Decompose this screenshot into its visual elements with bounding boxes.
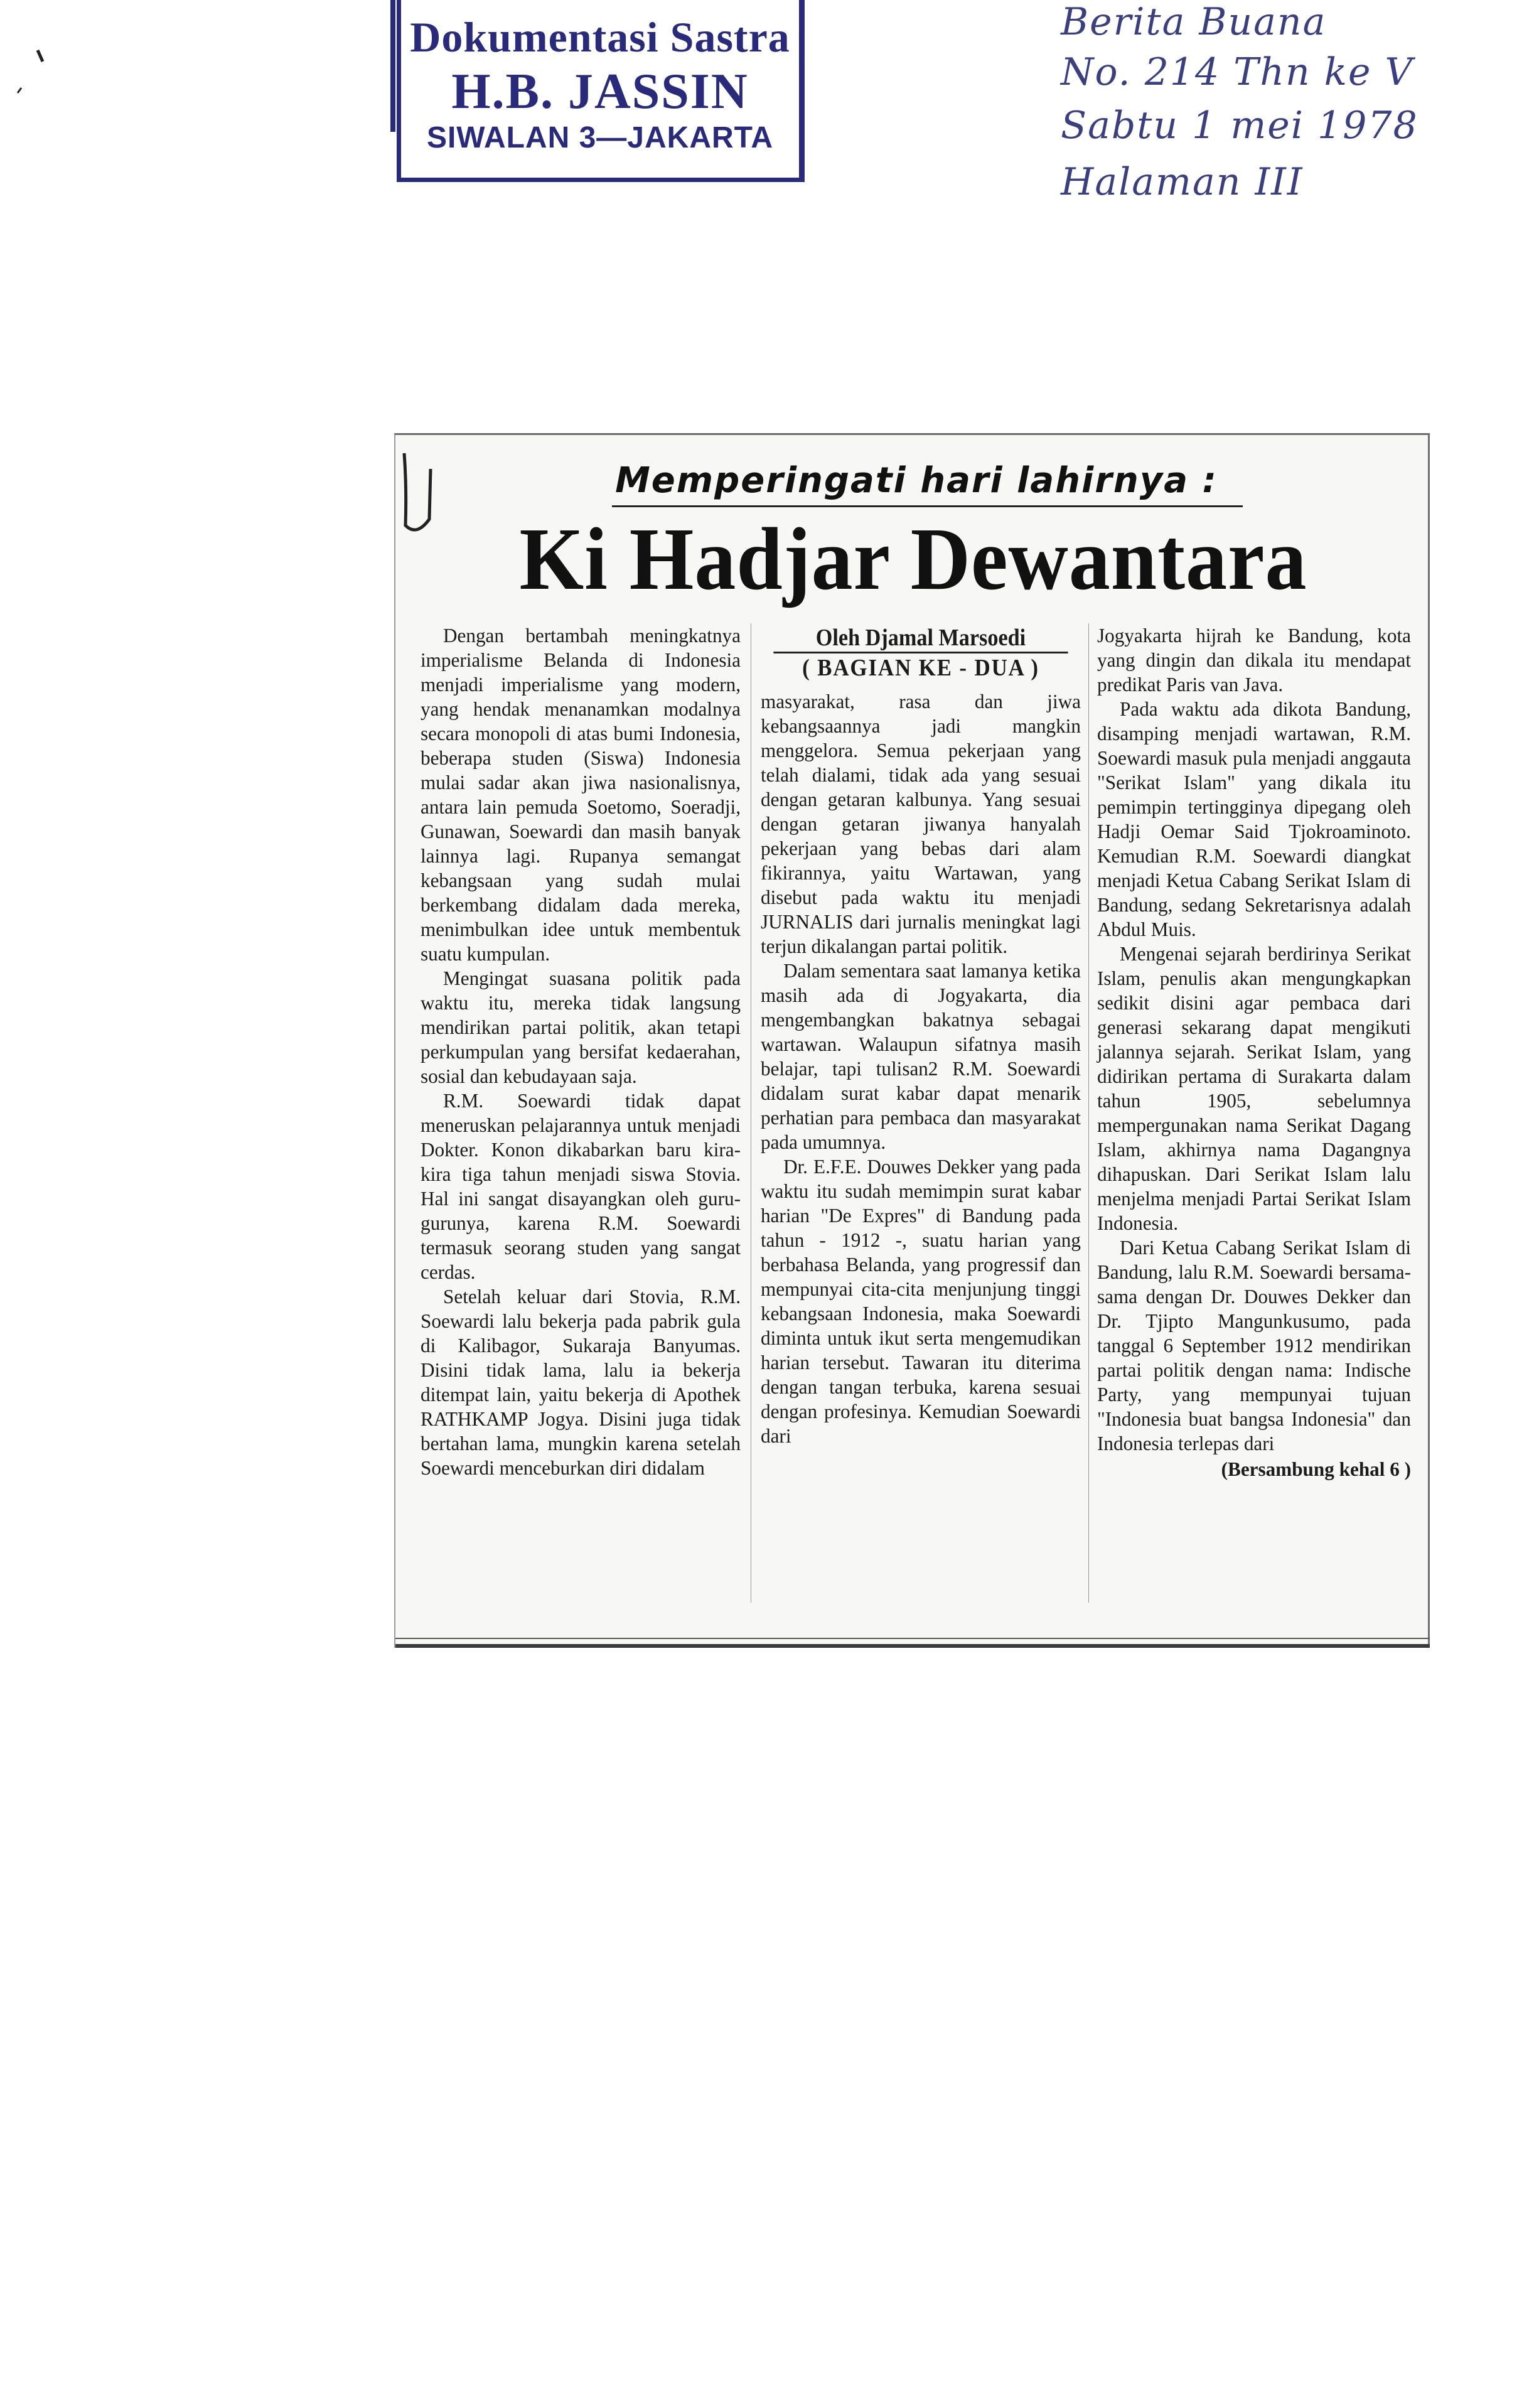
continued-note: (Bersambung kehal 6 ) [1221, 1458, 1411, 1480]
paragraph: Setelah keluar dari Stovia, R.M. Soewardi lalu bekerja pada pabrik gula di Kalibagor, Sukaraja Banyumas. Disini tidak lama, lalu ia bekerja ditempat lain, yaitu bekerja di Apothek RATHKAMP Jogya. Disini juga tidak bertahan lama, mungkin karena setelah Soewardi menceburkan diri didalam [421, 1286, 741, 1479]
bottom-rule [395, 1644, 1430, 1648]
article-part-label: ( BAGIAN KE - DUA ) [773, 652, 1068, 680]
stamp-line-3: SIWALAN 3—JAKARTA [426, 121, 774, 154]
stamp-line-1: Dokumentasi Sastra [410, 13, 790, 61]
paragraph: masyarakat, rasa dan jiwa kebangsaannya jadi mangkin menggelora. Semua pekerjaan yang telah dialami, tidak ada yang sesuai dengan getaran kalbunya. Yang sesuai dengan getaran jiwanya hanyalah pekerjaan yang bebas dari alam fikirannya, yaitu Wartawan, yang disebut pada waktu itu menjadi JURNALIS dari jurnalis meningkat lagi terjun dikalangan partai politik. [761, 691, 1081, 957]
paragraph: Dengan bertambah meningkatnya imperialisme Belanda di Indonesia menjadi imperialisme yang modern, yang hendak menanamkan modalnya secara monopoli di atas bumi Indonesia, beberapa studen (Siswa) Indonesia mulai sadar akan jiwa nasionalisnya, antara lain pemuda Soetomo, Soeradji, Gunawan, Soewardi dan masih banyak lainnya lagi. Rupanya semangat kebangsaan yang sudah mulai berkembang didalam dada mereka, menimbulkan idee untuk membentuk suatu kumpulan. [421, 625, 741, 965]
column-rule-2 [1088, 623, 1089, 1603]
article-column-1 [421, 623, 741, 1480]
stamp-border-left [390, 0, 395, 132]
paragraph: Dari Ketua Cabang Serikat Islam di Bandung, lalu R.M. Soewardi bersama-sama dengan Dr. Douwes Dekker dan Dr. Tjipto Mangunkusumo, pada tanggal 6 September 1912 mendirikan partai politik dengan nama: Indische Party, yang mempunyai tujuan "Indonesia buat bangsa Indonesia" dan Indonesia terlepas dari [1097, 1237, 1411, 1454]
paragraph: Dr. E.F.E. Douwes Dekker yang pada waktu itu sudah memimpin surat kabar harian "De Expres" di Bandung pada tahun - 1912 -, suatu harian yang berbahasa Belanda, yang progressif dan mempunyai cita-cita menjunjung tinggi kebangsaan Indonesia, maka Soewardi diminta untuk ikut serta mengemudikan harian tersebut. Tawaran itu diterima dengan tangan terbuka, karena sesuai dengan profesinya. Kemudian Soewardi dari [761, 1156, 1081, 1447]
article-column-3 [1097, 623, 1411, 1481]
handwritten-note [1042, 0, 1531, 226]
article-column-2 [761, 623, 1081, 1448]
handnote-line-4: Halaman III [1061, 160, 1304, 204]
bracket-mark [398, 450, 436, 538]
paragraph: Dalam sementara saat lamanya ketika masih ada di Jogyakarta, dia mengembangkan bakatnya sebagai wartawan. Walaupun sifatnya masih belajar, tapi tulisan2 R.M. Soewardi didalam surat kabar dapat menarik perhatian para pembaca dan masyarakat pada umumnya. [761, 960, 1081, 1153]
bottom-rule-thin [395, 1638, 1430, 1639]
handnote-line-3: Sabtu 1 mei 1978 [1061, 104, 1418, 148]
article-kicker: Memperingati hari lahirnya : [615, 460, 1218, 501]
stray-mark [13, 44, 56, 100]
paragraph: Pada waktu ada dikota Bandung, disamping menjadi wartawan, R.M. Soewardi masuk pula menjadi anggauta "Serikat Islam" yang dikala itu pemimpin tertingginya dipegang oleh Hadji Oemar Said Tjokroaminoto. Kemudian R.M. Soewardi diangkat menjadi Ketua Cabang Serikat Islam di Bandung, sedang Sekretarisnya adalah Abdul Muis. [1097, 698, 1411, 940]
article-byline: Oleh Djamal Marsoedi [815, 625, 1026, 651]
handnote-line-2: No. 214 Thn ke V [1061, 50, 1413, 94]
newspaper-clipping [394, 433, 1430, 1648]
article-headline: Ki Hadjar Dewantara [519, 509, 1307, 608]
handnote-line-1: Berita Buana [1061, 0, 1327, 44]
paragraph: R.M. Soewardi tidak dapat meneruskan pelajarannya untuk menjadi Dokter. Konon dikabarkan baru kira-kira tiga tahun menjadi siswa Stovia. Hal ini sangat disayangkan oleh guru-gurunya, karena R.M. Soewardi termasuk seorang studen yang sangat cerdas. [421, 1090, 741, 1283]
stamp-line-2: H.B. JASSIN [451, 64, 749, 119]
paragraph: Mengenai sejarah berdirinya Serikat Islam, penulis akan mengungkapkan sedikit disini agar pembaca dari generasi sekarang dapat mengikuti jalannya sejarah. Serikat Islam, yang didirikan pertama di Surakarta dalam tahun 1905, sebelumnya mempergunakan nama Serikat Dagang Islam, akhirnya nama Dagangnya dihapuskan. Dari Serikat Islam lalu menjelma menjadi Partai Serikat Islam Indonesia. [1097, 943, 1411, 1234]
clipping-edge [1428, 435, 1430, 1648]
paragraph: Jogyakarta hijrah ke Bandung, kota yang dingin dan dikala itu mendapat predikat Paris van Java. [1097, 625, 1411, 696]
paragraph: Mengingat suasana politik pada waktu itu, mereka tidak langsung mendirikan partai politik, akan tetapi perkumpulan yang bersifat kedaerahan, sosial dan kebudayaan saja. [421, 967, 741, 1087]
archive-stamp [397, 0, 805, 182]
